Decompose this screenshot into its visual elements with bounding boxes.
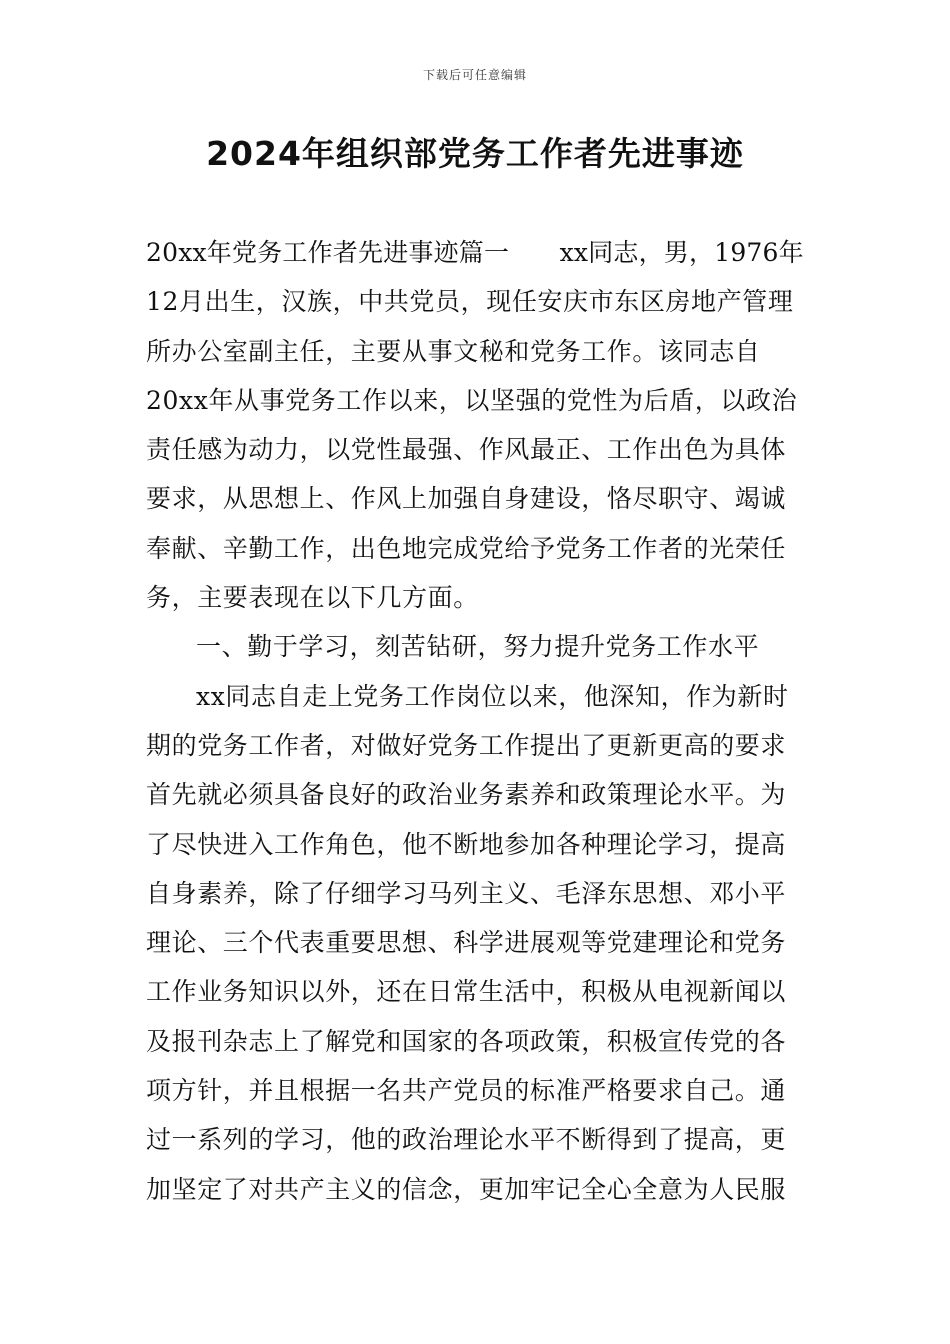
body-line: 加坚定了对共产主义的信念，更加牢记全心全意为人民服: [146, 1174, 787, 1204]
body-line: 务，主要表现在以下几方面。: [146, 583, 479, 613]
body-line: 奉献、辛勤工作，出色地完成党给予党务工作者的光荣任: [146, 533, 787, 563]
section-heading: 一、勤于学习，刻苦钻研，努力提升党务工作水平: [196, 632, 760, 662]
body-line: 及报刊杂志上了解党和国家的各项政策，积极宣传党的各: [146, 1026, 787, 1056]
body-line: 过一系列的学习，他的政治理论水平不断得到了提高，更: [146, 1125, 787, 1155]
document-title: 2024年组织部党务工作者先进事迹: [206, 134, 744, 173]
body-line: 自身素养，除了仔细学习马列主义、毛泽东思想、邓小平: [146, 878, 787, 908]
body-line: 所办公室副主任，主要从事文秘和党务工作。该同志自: [146, 336, 761, 366]
body-line: 项方针，并且根据一名共产党员的标准严格要求自己。通: [146, 1076, 787, 1106]
body-line: 20xx年党务工作者先进事迹篇一 xx同志，男，1976年: [146, 238, 804, 267]
body-line: 首先就必须具备良好的政治业务素养和政策理论水平。为: [146, 780, 787, 810]
body-line: 责任感为动力，以党性最强、作风最正、工作出色为具体: [146, 435, 787, 465]
body-line: 期的党务工作者，对做好党务工作提出了更新更高的要求: [146, 730, 787, 760]
body-line: 工作业务知识以外，还在日常生活中，积极从电视新闻以: [146, 977, 787, 1007]
header-note: 下载后可任意编辑: [422, 68, 527, 82]
document-body: [146, 228, 808, 1214]
body-line: 12月出生，汉族，中共党员，现任安庆市东区房地产管理: [146, 287, 794, 317]
body-line: 理论、三个代表重要思想、科学进展观等党建理论和党务: [146, 928, 787, 958]
body-line: 要求，从思想上、作风上加强自身建设，恪尽职守、竭诚: [146, 484, 787, 514]
body-line: 20xx年从事党务工作以来，以坚强的党性为后盾，以政治: [146, 385, 798, 415]
body-line: xx同志自走上党务工作岗位以来，他深知，作为新时: [196, 681, 789, 711]
body-line: 了尽快进入工作角色，他不断地参加各种理论学习，提高: [146, 829, 787, 859]
